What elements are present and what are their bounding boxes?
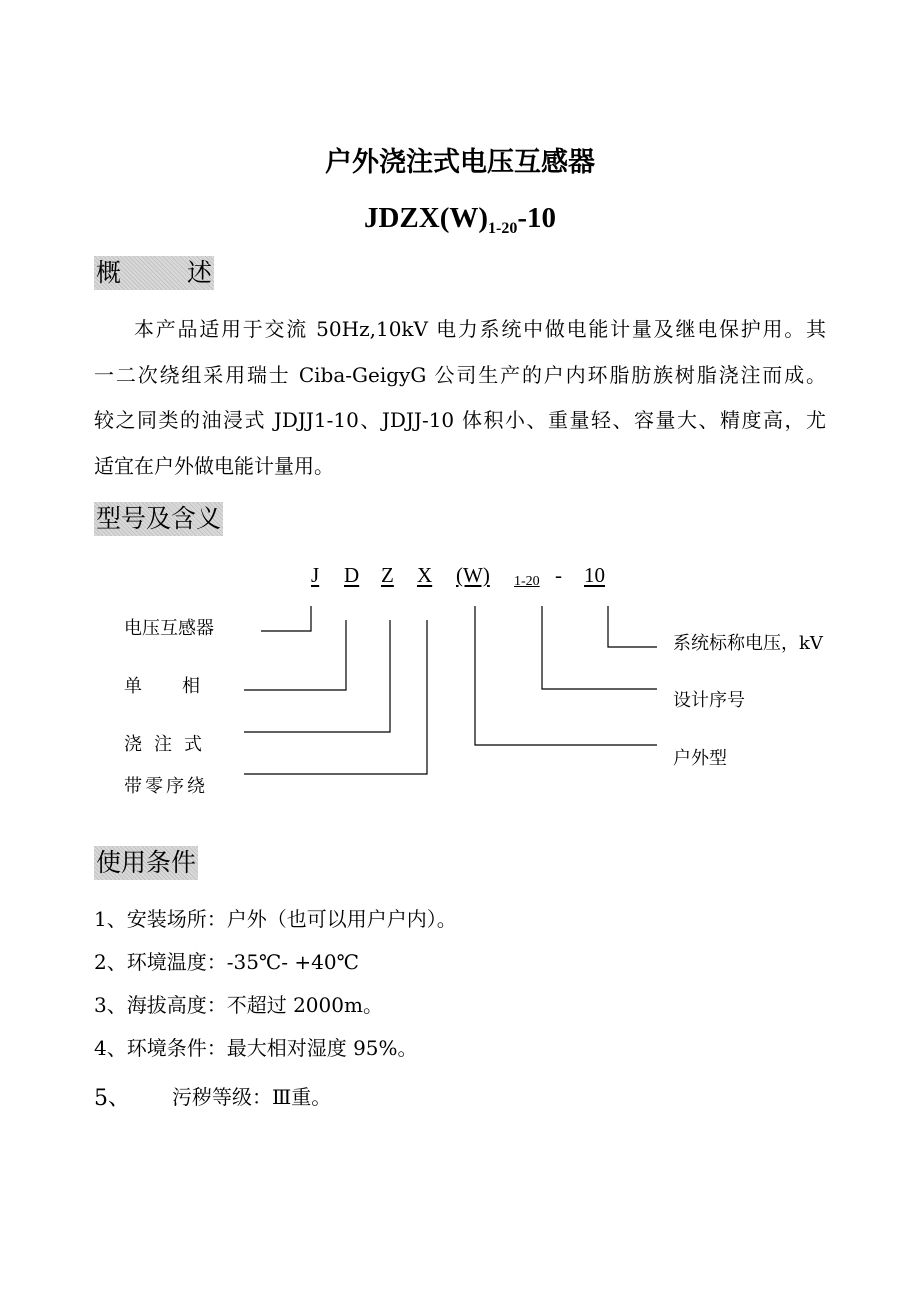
label-single-phase: 单相 [124,676,240,697]
section-heading-model-meaning: 型号及含义 [94,502,223,536]
label-voltage-transformer: 电压互感器 [124,618,214,639]
overview-line-1: 本产品适用于交流 50Hz,10kV 电力系统中做电能计量及继电保护用。其 [134,317,826,341]
condition-5-number: 5、 [94,1086,130,1111]
overview-heading-char2: 述 [186,258,212,287]
condition-5-text: 污秽等级：Ⅲ重。 [172,1085,332,1109]
overview-line-3: 较之同类的油浸式 JDJJ1-10、JDJJ-10 体积小、重量轻、容量大、精度高，尤 [94,408,826,432]
condition-3: 3、海拔高度：不超过 2000m。 [94,993,383,1017]
condition-1: 1、安装场所：户外（也可以用户户内）。 [94,907,457,931]
label-outdoor: 户外型 [673,748,727,769]
overview-line-4: 适宜在户外做电能计量用。 [94,453,334,478]
line-voltage [608,606,657,647]
code-voltage: 10 [584,563,605,587]
code-seq: 1-20 [514,574,540,589]
code-letter-z: Z [381,563,394,587]
line-j [261,606,311,631]
code-letter-x: X [417,563,433,587]
label-design-seq: 设计序号 [673,690,745,711]
overview-heading-char1: 概 [96,258,122,287]
section-heading-usage: 使用条件 [94,846,198,880]
line-x [244,620,427,774]
document-title: 户外浇注式电压互感器 [325,147,595,178]
overview-line-2: 一二次绕组采用瑞士 Ciba-GeigyG 公司生产的户内环脂肪族树脂浇注而成。 [94,362,826,387]
code-letter-j: J [311,563,320,587]
condition-5 [94,1081,332,1112]
condition-2: 2、环境温度：-35℃- +40℃ [94,950,359,974]
code-letter-w: (W) [456,563,490,587]
model-base: JDZX(W) [363,202,489,234]
label-zero-seq: 带零序绕 [124,776,208,797]
model-suffix: -10 [517,202,557,234]
line-w [475,606,657,745]
line-z [244,620,390,732]
label-cast: 浇注式 [124,734,214,755]
condition-4: 4、环境条件：最大相对湿度 95%。 [94,1036,418,1060]
code-letter-d: D [344,563,360,587]
label-rated-voltage: 系统标称电压，kV [673,633,823,654]
model-sub: 1-20 [488,220,518,237]
code-dash: - [555,563,562,587]
